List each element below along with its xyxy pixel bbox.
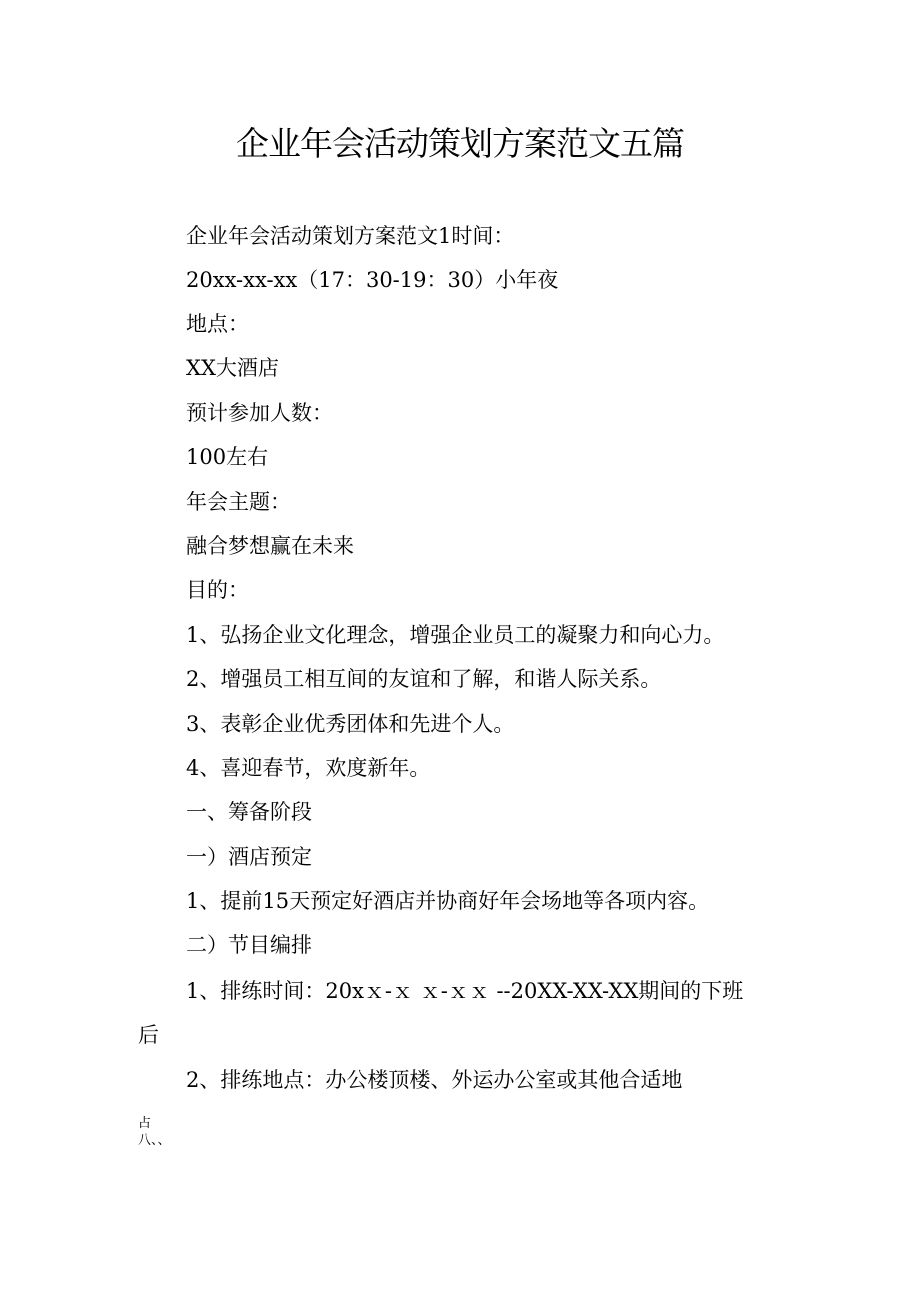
paragraph-line: 1、排练时间：20xｘ-ｘ ｘ-ｘｘ --20XX-XX-XX期间的下班	[186, 979, 744, 1003]
footnote-fragment: 八、、	[138, 1133, 171, 1148]
document-title: 企业年会活动策划方案范文五篇	[236, 124, 684, 163]
paragraph-line-continuation: 后	[138, 1023, 159, 1047]
paragraph-line: 企业年会活动策划方案范文1时间：	[186, 224, 515, 248]
paragraph-line: 3、表彰企业优秀团体和先进个人。	[186, 712, 515, 736]
paragraph-line: 2、排练地点：办公楼顶楼、外运办公室或其他合适地	[186, 1068, 683, 1092]
paragraph-line: 地点：	[186, 312, 249, 336]
section-heading: 一、筹备阶段	[186, 800, 312, 824]
paragraph-line: 预计参加人数：	[186, 401, 333, 425]
footnote-fragment: 占	[138, 1116, 152, 1131]
subsection-heading: 二）节目编排	[186, 933, 312, 957]
paragraph-line: 100左右	[186, 445, 269, 469]
paragraph-line: 1、弘扬企业文化理念，增强企业员工的凝聚力和向心力。	[186, 623, 725, 647]
paragraph-line: 1、提前15天预定好酒店并协商好年会场地等各项内容。	[186, 889, 710, 913]
paragraph-line: 20xx-xx-xx（17：30-19：30）小年夜	[186, 268, 559, 292]
paragraph-line: 融合梦想赢在未来	[186, 534, 354, 558]
paragraph-line: 年会主题：	[186, 490, 291, 514]
paragraph-line: 4、喜迎春节，欢度新年。	[186, 756, 431, 780]
paragraph-line: 目的：	[186, 578, 249, 602]
subsection-heading: 一）酒店预定	[186, 845, 312, 869]
paragraph-line: 2、增强员工相互间的友谊和了解，和谐人际关系。	[186, 667, 662, 691]
paragraph-line: XX大酒店	[186, 356, 279, 380]
